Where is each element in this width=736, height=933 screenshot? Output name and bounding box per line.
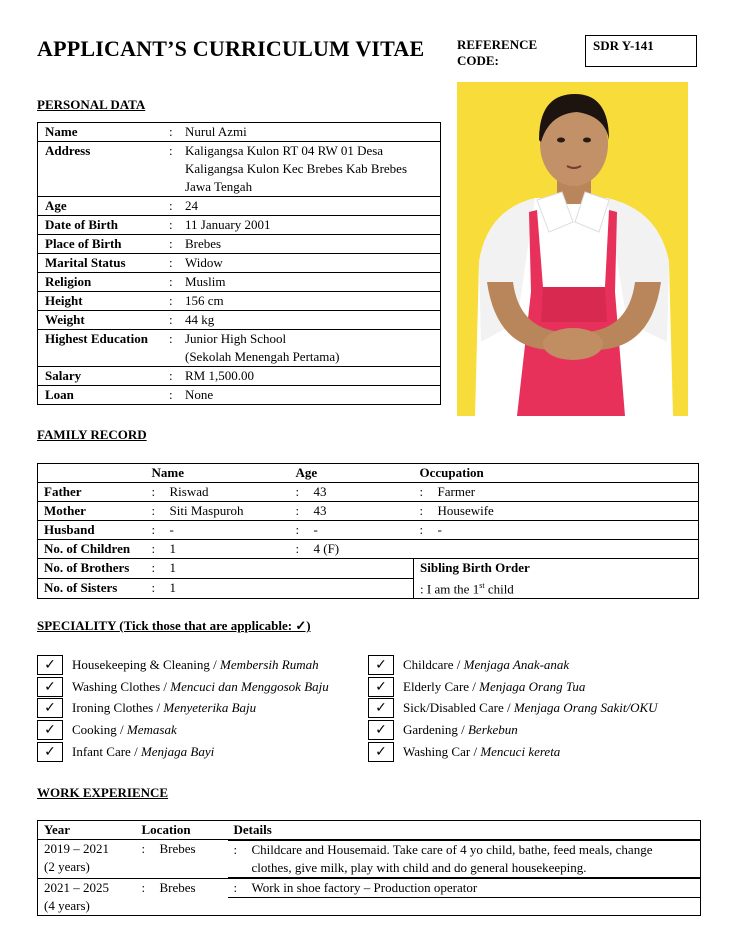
brothers-count [146, 559, 414, 579]
family-header-name: Name [146, 464, 290, 483]
work-location [136, 840, 228, 879]
work-colon: : [141, 841, 146, 856]
speciality-label [72, 744, 214, 760]
personal-value [179, 292, 441, 311]
speciality-heading [37, 618, 311, 634]
speciality-label [403, 744, 560, 760]
speciality-checkbox[interactable]: ✓ [37, 677, 63, 697]
speciality-label-my: Mencuci dan Menggosok Baju [170, 678, 329, 694]
sibling-birth-order [414, 559, 699, 599]
speciality-item [37, 698, 256, 718]
personal-key: Salary [38, 367, 170, 386]
personal-value-text: 156 cm [185, 293, 224, 308]
personal-colon: : [169, 123, 179, 142]
personal-value [179, 216, 441, 235]
personal-value-text: Nurul Azmi [185, 124, 247, 139]
personal-value [179, 367, 441, 386]
family-colon: : [419, 503, 424, 518]
personal-colon: : [169, 292, 179, 311]
speciality-checkbox[interactable]: ✓ [368, 720, 394, 740]
work-year-range: 2021 – 2025 [44, 879, 109, 895]
family-relation: Father [38, 483, 146, 502]
work-header-year: Year [38, 821, 136, 840]
personal-key: Loan [38, 386, 170, 405]
family-name [146, 521, 290, 540]
family-colon: : [295, 522, 300, 537]
personal-key: Address [38, 142, 170, 197]
page-title: APPLICANT’S CURRICULUM VITAE [37, 36, 425, 61]
personal-row [38, 292, 441, 311]
speciality-label-en: Cooking / [72, 722, 127, 738]
personal-row [38, 367, 441, 386]
work-location-value: Brebes [159, 841, 196, 856]
speciality-label-my: Membersih Rumah [220, 657, 319, 672]
family-colon: : [419, 522, 424, 537]
family-age-value: 43 [313, 484, 327, 499]
sibling-order-prefix: : I am the 1 [420, 581, 480, 597]
speciality-label-en: Childcare / [403, 657, 464, 672]
reference-code-label: REFERENCE CODE: [457, 37, 538, 68]
work-year [38, 878, 136, 915]
work-duration: (2 years) [44, 859, 90, 874]
personal-value [179, 254, 441, 273]
brothers-label: No. of Brothers [38, 559, 146, 579]
family-name [146, 502, 290, 521]
personal-row [38, 386, 441, 405]
personal-row [38, 197, 441, 216]
family-relation: Mother [38, 502, 146, 521]
work-colon: : [141, 879, 146, 895]
speciality-label-my: Menjaga Bayi [140, 743, 215, 759]
family-header-empty [38, 464, 146, 483]
work-details [228, 840, 701, 878]
work-colon: : [233, 880, 238, 895]
speciality-item [368, 698, 658, 718]
speciality-item [37, 677, 329, 697]
family-header-age: Age [290, 464, 414, 483]
family-name [146, 540, 290, 559]
sisters-value: 1 [169, 580, 176, 596]
speciality-checkbox[interactable]: ✓ [37, 698, 63, 718]
speciality-item [37, 655, 319, 675]
work-experience-table [37, 820, 701, 916]
work-location-value: Brebes [159, 879, 196, 895]
speciality-label [72, 657, 319, 673]
personal-data-table [37, 122, 441, 405]
sibling-order-suffix: child [484, 581, 514, 597]
family-row [38, 540, 699, 559]
speciality-checkbox[interactable]: ✓ [368, 677, 394, 697]
family-row [38, 521, 699, 540]
family-record-table [37, 463, 699, 599]
personal-value-text: Kaligangsa Kulon RT 04 RW 01 Desa Kaligangsa Kulon Kec Brebes Kab Brebes Jawa Tengah [185, 143, 408, 194]
personal-value-text: RM 1,500.00 [185, 368, 254, 383]
personal-value [179, 142, 441, 197]
sisters-label: No. of Sisters [38, 579, 146, 599]
speciality-checkbox[interactable]: ✓ [37, 742, 63, 762]
personal-key: Marital Status [38, 254, 170, 273]
personal-colon: : [169, 330, 179, 367]
personal-key: Height [38, 292, 170, 311]
speciality-label-en: Gardening / [403, 722, 468, 738]
family-age-value: 4 (F) [313, 541, 340, 556]
personal-key: Date of Birth [38, 216, 170, 235]
personal-key: Weight [38, 311, 170, 330]
family-name-value: Riswad [169, 484, 209, 499]
family-occupation-value: Farmer [437, 484, 476, 499]
speciality-subtitle: (Tick those that are applicable: ✓) [119, 618, 311, 633]
work-header-location: Location [136, 821, 228, 840]
speciality-label [403, 679, 585, 695]
personal-value [179, 386, 441, 405]
work-duration: (4 years) [44, 897, 90, 913]
personal-value-text: Brebes [185, 236, 222, 251]
family-colon: : [295, 541, 300, 556]
speciality-label-my: Mencuci kereta [480, 743, 561, 759]
personal-key: Age [38, 197, 170, 216]
speciality-checkbox[interactable]: ✓ [37, 655, 63, 675]
personal-colon: : [169, 197, 179, 216]
family-colon: : [151, 484, 156, 499]
personal-row [38, 123, 441, 142]
speciality-label [72, 722, 177, 738]
personal-key: Highest Education [38, 330, 170, 367]
speciality-label-en: Housekeeping & Cleaning / [72, 657, 221, 672]
speciality-label-my: Menjaga Orang Tua [479, 678, 586, 694]
personal-colon: : [169, 367, 179, 386]
family-colon: : [151, 503, 156, 518]
reference-code-value: SDR Y-141 [585, 35, 697, 67]
family-occupation-value: - [437, 522, 442, 537]
family-colon: : [151, 522, 156, 537]
family-colon: : [151, 580, 156, 596]
family-name-value: - [169, 522, 174, 537]
family-age [290, 502, 414, 521]
sisters-count [146, 579, 414, 599]
personal-colon: : [169, 142, 179, 197]
family-age [290, 540, 414, 559]
personal-row [38, 311, 441, 330]
family-row-brothers [38, 559, 699, 579]
personal-value-text-2: (Sekolah Menengah Pertama) [185, 349, 340, 364]
personal-key: Place of Birth [38, 235, 170, 254]
brothers-value: 1 [169, 560, 176, 575]
personal-value [179, 273, 441, 292]
speciality-label-my: Memasak [126, 722, 177, 738]
speciality-label [403, 700, 658, 716]
speciality-label [72, 679, 329, 695]
speciality-label-my: Menyeterika Baju [163, 700, 257, 716]
work-details-value: Work in shoe factory – Production operator [251, 880, 478, 895]
personal-row [38, 330, 441, 367]
applicant-photo [457, 82, 688, 416]
personal-value-text: 44 kg [185, 312, 215, 327]
speciality-label-en: Washing Clothes / [72, 678, 171, 694]
family-age-value: - [313, 522, 318, 537]
work-year-range: 2019 – 2021 [44, 841, 109, 856]
personal-row [38, 254, 441, 273]
personal-colon: : [169, 386, 179, 405]
speciality-label-en: Ironing Clothes / [72, 700, 164, 716]
speciality-label [403, 657, 569, 673]
personal-value-text: None [185, 387, 214, 402]
personal-key: Religion [38, 273, 170, 292]
family-record-heading: FAMILY RECORD [37, 427, 147, 442]
personal-value [179, 311, 441, 330]
personal-value-text: 11 January 2001 [185, 217, 271, 232]
family-relation: Husband [38, 521, 146, 540]
family-row [38, 483, 699, 502]
family-age [290, 521, 414, 540]
speciality-label-my: Berkebun [467, 722, 518, 738]
speciality-label [72, 700, 256, 716]
speciality-label-my: Menjaga Anak-anak [463, 657, 570, 672]
personal-colon: : [169, 235, 179, 254]
family-row [38, 502, 699, 521]
sibling-order-label: Sibling Birth Order [420, 560, 530, 575]
work-row [38, 878, 701, 915]
family-colon: : [419, 484, 424, 499]
family-colon: : [151, 560, 156, 575]
speciality-item [368, 677, 585, 697]
work-location [136, 878, 228, 915]
work-details [228, 878, 701, 898]
speciality-label [403, 722, 518, 738]
work-year [38, 840, 136, 879]
work-details-value: Childcare and Housemaid. Take care of 4 yo child, bathe, feed meals, change clothes, give milk, play with child and do general housekeeping. [251, 842, 653, 875]
speciality-label-en: Sick/Disabled Care / [403, 700, 514, 716]
personal-colon: : [169, 273, 179, 292]
family-colon: : [151, 541, 156, 556]
family-occupation [414, 483, 699, 502]
speciality-item [368, 742, 560, 762]
personal-value-text: Widow [185, 255, 223, 270]
family-relation: No. of Children [38, 540, 146, 559]
work-row [38, 840, 701, 879]
family-name [146, 483, 290, 502]
speciality-item [37, 742, 214, 762]
personal-value [179, 197, 441, 216]
personal-row [38, 216, 441, 235]
personal-row [38, 235, 441, 254]
speciality-label-en: Washing Car / [403, 743, 481, 759]
family-colon: : [295, 484, 300, 499]
speciality-label-en: Infant Care / [72, 743, 141, 759]
family-occupation [414, 540, 699, 559]
speciality-item [368, 720, 518, 740]
speciality-checkbox[interactable]: ✓ [37, 720, 63, 740]
family-occupation [414, 502, 699, 521]
sibling-order-value [420, 577, 692, 598]
speciality-title: SPECIALITY [37, 618, 116, 633]
personal-value [179, 235, 441, 254]
work-experience-heading: WORK EXPERIENCE [37, 785, 169, 800]
personal-key: Name [38, 123, 170, 142]
speciality-label-en: Elderly Care / [403, 678, 480, 694]
speciality-checkbox[interactable]: ✓ [368, 742, 394, 762]
family-name-value: Siti Maspuroh [169, 503, 244, 518]
speciality-checkbox[interactable]: ✓ [368, 698, 394, 718]
sibling-order-sup: st [479, 581, 485, 590]
applicant-photo-image [457, 82, 688, 416]
family-age [290, 483, 414, 502]
personal-row [38, 142, 441, 197]
family-colon: : [295, 503, 300, 518]
family-occupation-value: Housewife [437, 503, 494, 518]
family-age-value: 43 [313, 503, 327, 518]
personal-value [179, 330, 441, 367]
personal-colon: : [169, 254, 179, 273]
speciality-checkbox[interactable]: ✓ [368, 655, 394, 675]
personal-value [179, 123, 441, 142]
work-header-details: Details [228, 821, 701, 840]
personal-value-text: Junior High School [185, 331, 287, 346]
speciality-item [368, 655, 569, 675]
speciality-item [37, 720, 177, 740]
personal-colon: : [169, 216, 179, 235]
family-name-value: 1 [169, 541, 176, 556]
family-occupation [414, 521, 699, 540]
personal-row [38, 273, 441, 292]
personal-value-text: Muslim [185, 274, 226, 289]
personal-colon: : [169, 311, 179, 330]
family-header-occupation: Occupation [414, 464, 699, 483]
work-colon: : [233, 842, 238, 857]
personal-data-heading: PERSONAL DATA [37, 97, 146, 112]
speciality-label-my: Menjaga Orang Sakit/OKU [513, 700, 658, 716]
personal-value-text: 24 [185, 198, 198, 213]
